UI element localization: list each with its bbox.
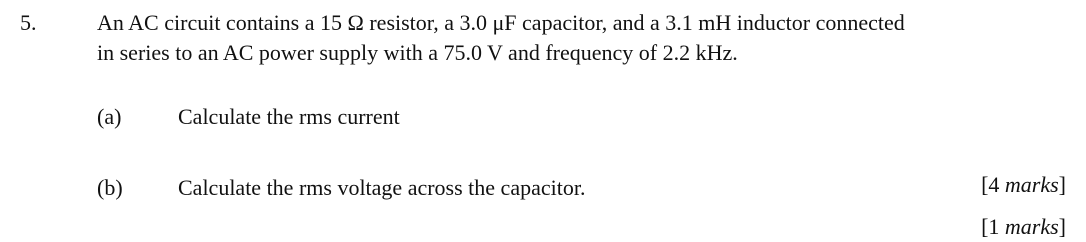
part-a-label: (a) [97, 104, 122, 129]
part-b-marks-word: marks [1004, 214, 1059, 239]
part-a-marks-word: marks [1004, 172, 1059, 197]
part-b-label: (b) [97, 175, 123, 200]
question-number: 5. [20, 10, 37, 35]
part-b-marks-close: ] [1058, 214, 1066, 239]
question-stem-line-2: in series to an AC power supply with a 75.0 V and frequency of 2.2 kHz. [97, 40, 738, 65]
question-stem-line-1: An AC circuit contains a 15 Ω resistor, a 3.0 μF capacitor, and a 3.1 mH inductor connected [97, 10, 905, 35]
question-stem [97, 8, 1067, 68]
part-b-marks-open: [1 [981, 214, 1005, 239]
part-b-marks [981, 212, 1066, 242]
part-a-marks-open: [4 [981, 172, 1005, 197]
part-a-marks [981, 170, 1066, 200]
part-a-marks-close: ] [1058, 172, 1066, 197]
part-a-text: Calculate the rms current [178, 104, 400, 129]
part-b-text: Calculate the rms voltage across the capacitor. [178, 175, 586, 200]
